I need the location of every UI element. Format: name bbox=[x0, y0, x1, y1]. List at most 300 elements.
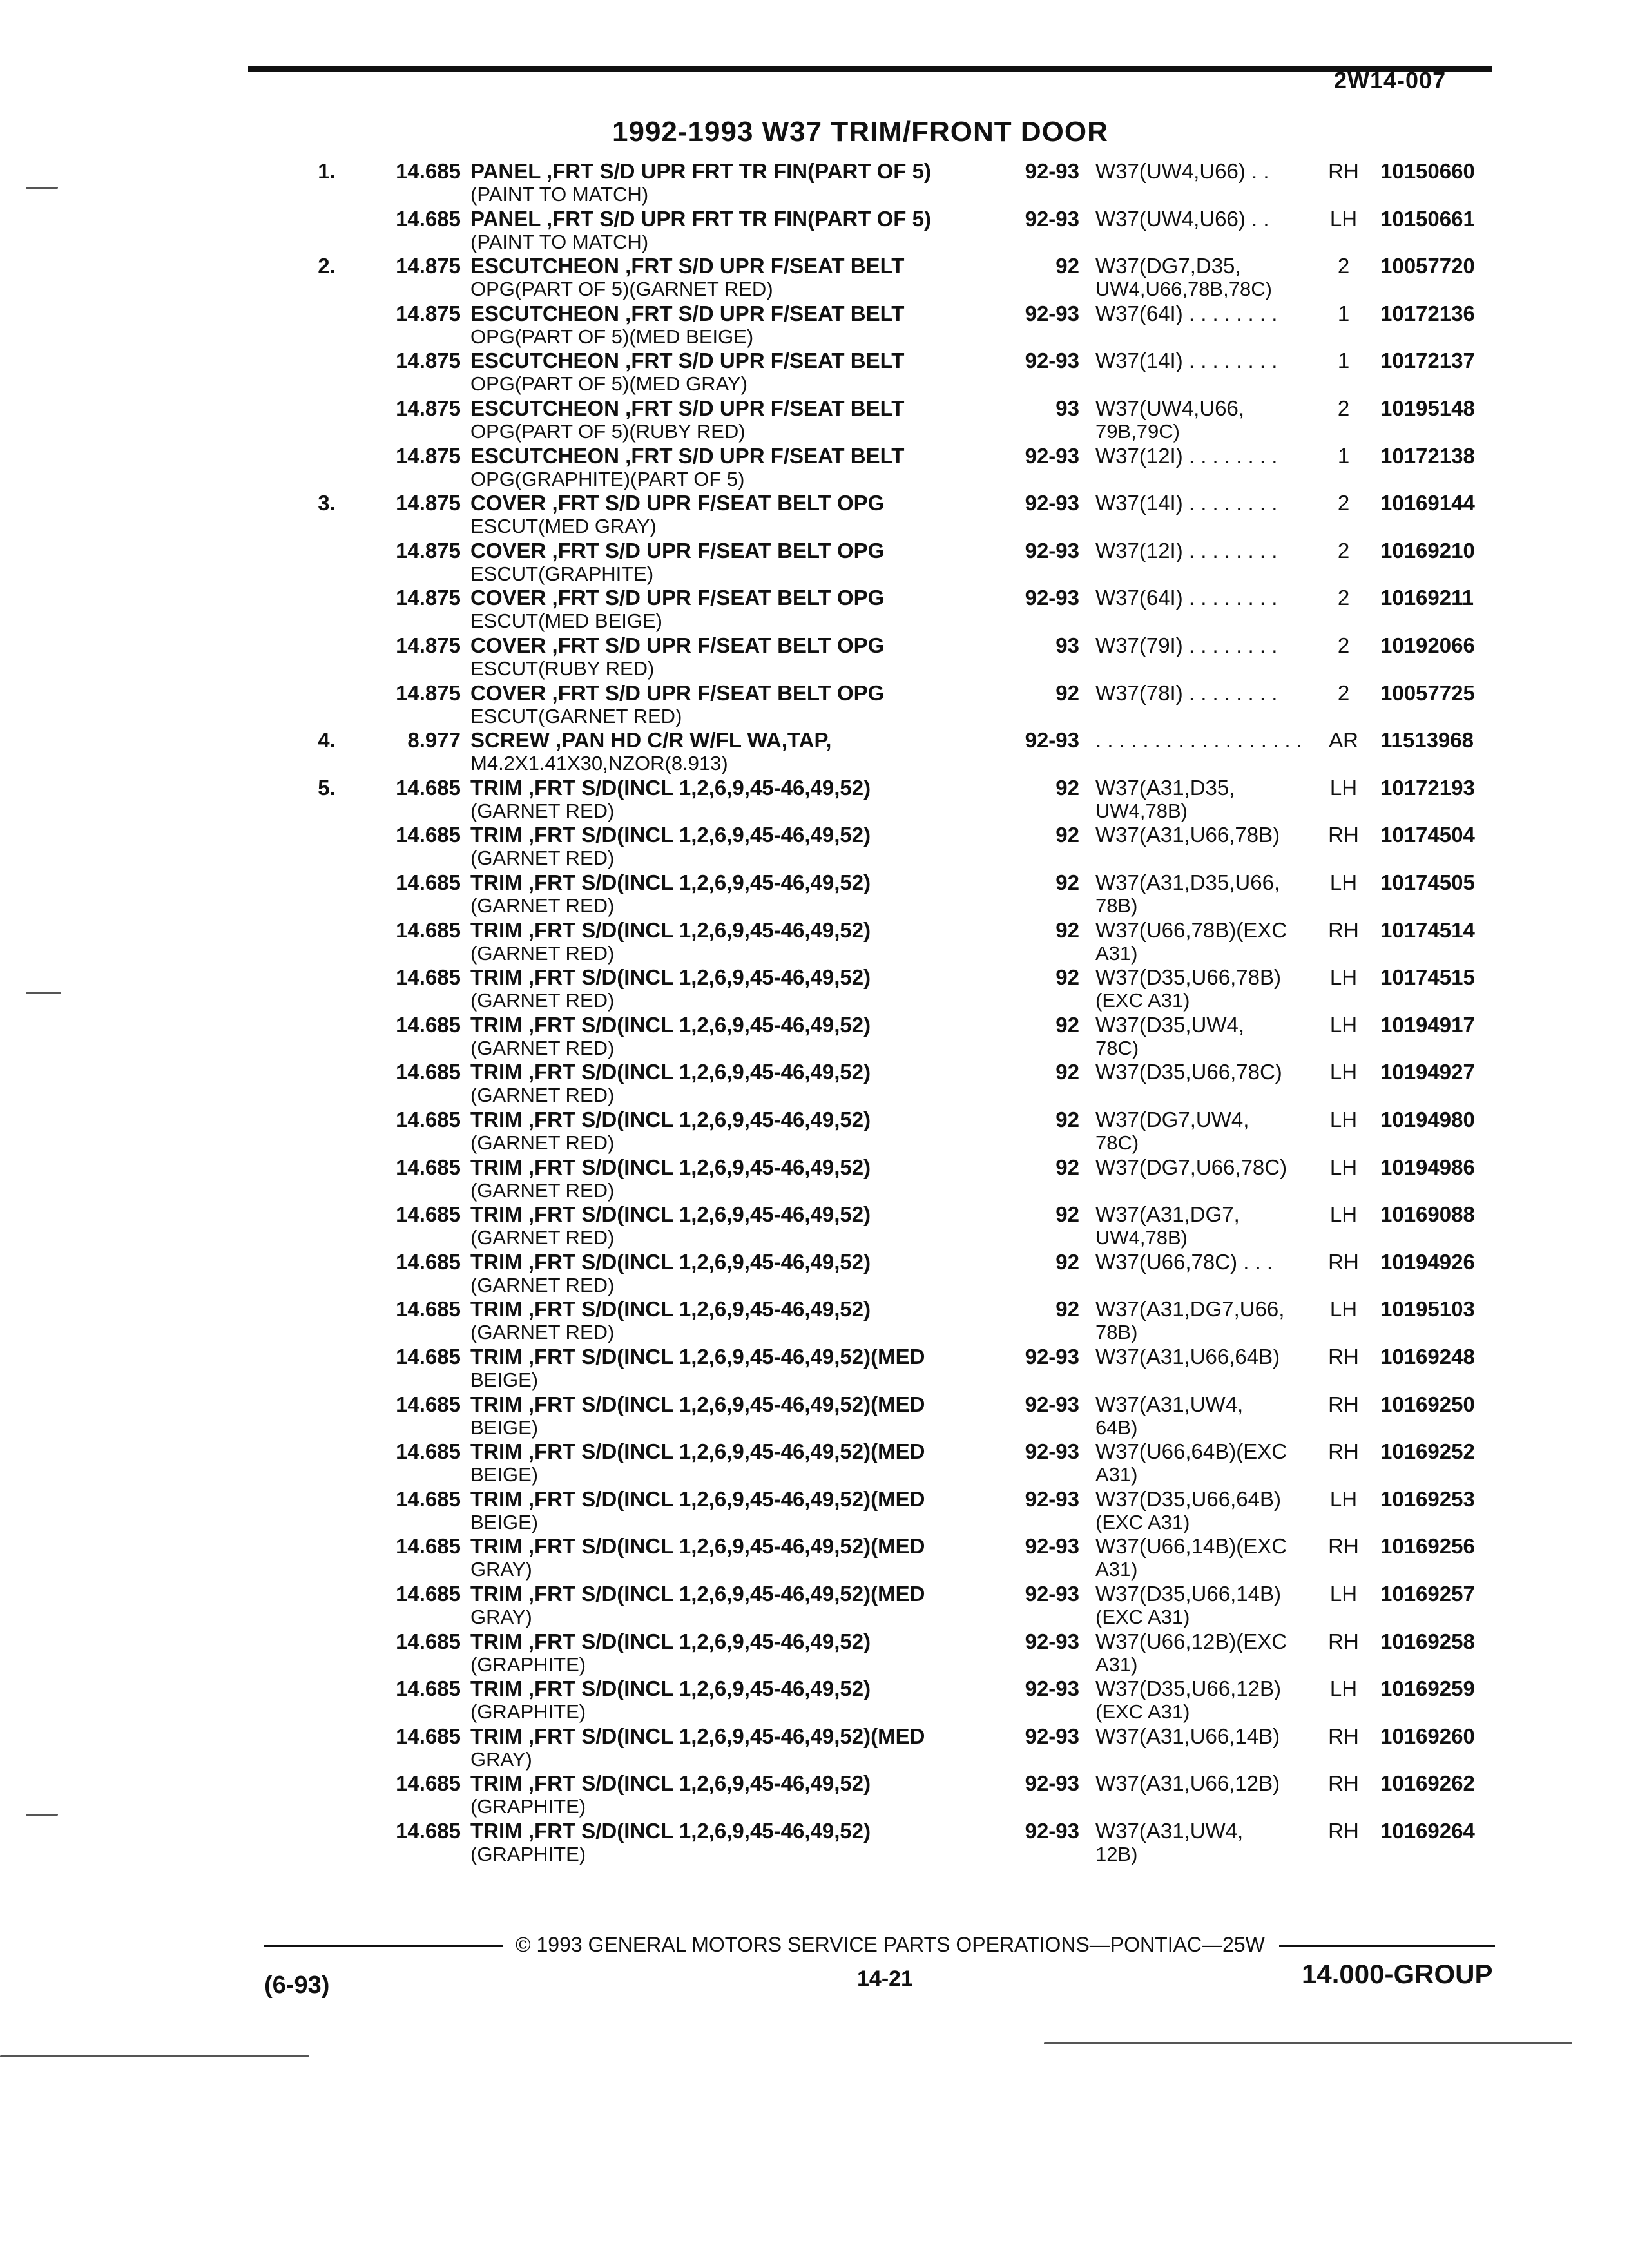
group-number: 14.875 bbox=[396, 633, 461, 657]
part-description-continued: BEIGE) bbox=[470, 1416, 539, 1439]
part-description-continued: GRAY) bbox=[470, 1748, 532, 1771]
part-description: TRIM ,FRT S/D(INCL 1,2,6,9,45-46,49,52)(MED bbox=[470, 1345, 925, 1369]
model-usage: W37(UW4,U66) . . bbox=[1095, 159, 1269, 183]
model-years: 92 bbox=[1055, 776, 1079, 800]
item-number: 3. bbox=[318, 491, 336, 515]
part-description-continued: (GARNET RED) bbox=[470, 1226, 615, 1249]
group-number: 8.977 bbox=[407, 728, 461, 752]
model-years: 92 bbox=[1055, 918, 1079, 942]
part-number: 10174515 bbox=[1380, 965, 1475, 989]
group-number: 14.875 bbox=[396, 302, 461, 325]
table-row bbox=[0, 207, 1629, 252]
table-row bbox=[0, 254, 1629, 299]
model-years: 92-93 bbox=[1025, 444, 1079, 468]
model-usage: W37(DG7,D35, bbox=[1095, 254, 1241, 278]
page-number: 14-21 bbox=[857, 1966, 913, 1991]
part-description-continued: ESCUT(GARNET RED) bbox=[470, 705, 682, 727]
model-years: 92 bbox=[1055, 1202, 1079, 1226]
model-usage: W37(DG7,UW4, bbox=[1095, 1108, 1249, 1131]
part-description: TRIM ,FRT S/D(INCL 1,2,6,9,45-46,49,52) bbox=[470, 1297, 871, 1321]
table-row bbox=[0, 586, 1629, 631]
scan-mark bbox=[26, 1814, 58, 1816]
part-description: TRIM ,FRT S/D(INCL 1,2,6,9,45-46,49,52) bbox=[470, 1108, 871, 1131]
model-usage: W37(D35,UW4, bbox=[1095, 1013, 1245, 1037]
part-description-continued: (GRAPHITE) bbox=[470, 1843, 586, 1865]
part-description-continued: (GRAPHITE) bbox=[470, 1653, 586, 1676]
quantity: RH bbox=[1328, 1345, 1359, 1369]
model-usage: W37(U66,14B)(EXC bbox=[1095, 1534, 1287, 1558]
part-number: 11513968 bbox=[1380, 728, 1474, 752]
group-number: 14.685 bbox=[396, 207, 461, 231]
part-description-continued: (GARNET RED) bbox=[470, 989, 615, 1012]
part-number: 10169248 bbox=[1380, 1345, 1475, 1369]
part-number: 10194926 bbox=[1380, 1250, 1475, 1274]
model-years: 92 bbox=[1055, 1297, 1079, 1321]
group-number: 14.875 bbox=[396, 491, 461, 515]
part-number: 10169250 bbox=[1380, 1392, 1475, 1416]
part-description-continued: (GRAPHITE) bbox=[470, 1795, 586, 1818]
part-description: TRIM ,FRT S/D(INCL 1,2,6,9,45-46,49,52)(MED bbox=[470, 1487, 925, 1511]
model-years: 92 bbox=[1055, 1108, 1079, 1131]
group-number: 14.685 bbox=[396, 1439, 461, 1463]
part-description: TRIM ,FRT S/D(INCL 1,2,6,9,45-46,49,52) bbox=[470, 776, 871, 800]
model-years: 92-93 bbox=[1025, 302, 1079, 325]
model-years: 92 bbox=[1055, 254, 1079, 278]
part-description-continued: (GARNET RED) bbox=[470, 1037, 615, 1059]
group-number: 14.685 bbox=[396, 1013, 461, 1037]
part-description-continued: (GARNET RED) bbox=[470, 847, 615, 869]
group-number: 14.875 bbox=[396, 349, 461, 372]
part-description: TRIM ,FRT S/D(INCL 1,2,6,9,45-46,49,52) bbox=[470, 918, 871, 942]
part-number: 10174505 bbox=[1380, 870, 1475, 894]
model-years: 92-93 bbox=[1025, 1819, 1079, 1843]
quantity: 2 bbox=[1337, 254, 1350, 278]
model-usage: W37(A31,U66,78B) bbox=[1095, 823, 1280, 847]
group-number: 14.685 bbox=[396, 1250, 461, 1274]
document-code: 2W14-007 bbox=[1334, 67, 1447, 93]
table-row bbox=[0, 1297, 1629, 1342]
group-number: 14.685 bbox=[396, 1297, 461, 1321]
part-description-continued: (GARNET RED) bbox=[470, 800, 615, 822]
model-usage: W37(78I) . . . . . . . . bbox=[1095, 681, 1278, 705]
part-description-continued: ESCUT(MED BEIGE) bbox=[470, 610, 662, 632]
part-number: 10169260 bbox=[1380, 1724, 1475, 1748]
part-number: 10194917 bbox=[1380, 1013, 1475, 1037]
model-usage: W37(D35,U66,78B) bbox=[1095, 965, 1281, 989]
part-description: ESCUTCHEON ,FRT S/D UPR F/SEAT BELT bbox=[470, 302, 905, 325]
part-number: 10194986 bbox=[1380, 1155, 1475, 1179]
group-number: 14.685 bbox=[396, 1677, 461, 1700]
part-description: COVER ,FRT S/D UPR F/SEAT BELT OPG bbox=[470, 586, 885, 610]
part-description: TRIM ,FRT S/D(INCL 1,2,6,9,45-46,49,52) bbox=[470, 870, 871, 894]
quantity: LH bbox=[1329, 870, 1358, 894]
part-description-continued: (PAINT TO MATCH) bbox=[470, 231, 649, 253]
part-description-continued: OPG(GRAPHITE)(PART OF 5) bbox=[470, 468, 745, 490]
group-number: 14.685 bbox=[396, 159, 461, 183]
part-number: 10172193 bbox=[1380, 776, 1475, 800]
model-years: 93 bbox=[1055, 396, 1079, 420]
quantity: 2 bbox=[1337, 681, 1350, 705]
quantity: LH bbox=[1329, 207, 1358, 231]
model-usage-continued: 64B) bbox=[1095, 1416, 1138, 1439]
table-row bbox=[0, 633, 1629, 678]
table-row bbox=[0, 1392, 1629, 1437]
part-number: 10169253 bbox=[1380, 1487, 1475, 1511]
group-number: 14.685 bbox=[396, 1534, 461, 1558]
group-number: 14.685 bbox=[396, 823, 461, 847]
model-usage: W37(U66,78B)(EXC bbox=[1095, 918, 1287, 942]
part-number: 10169210 bbox=[1380, 539, 1475, 562]
part-description-continued: OPG(PART OF 5)(RUBY RED) bbox=[470, 420, 746, 443]
part-number: 10150660 bbox=[1380, 159, 1475, 183]
model-usage-continued: A31) bbox=[1095, 1558, 1138, 1581]
group-code: 14.000-GROUP bbox=[1302, 1959, 1493, 1989]
model-usage: W37(A31,U66,12B) bbox=[1095, 1771, 1280, 1795]
scan-mark bbox=[26, 187, 58, 189]
table-row bbox=[0, 1534, 1629, 1579]
group-number: 14.685 bbox=[396, 1392, 461, 1416]
quantity: RH bbox=[1328, 918, 1359, 942]
part-description: ESCUTCHEON ,FRT S/D UPR F/SEAT BELT bbox=[470, 349, 905, 372]
quantity: LH bbox=[1329, 1582, 1358, 1606]
quantity: RH bbox=[1328, 159, 1359, 183]
item-number: 2. bbox=[318, 254, 336, 278]
part-description-continued: (GARNET RED) bbox=[470, 1084, 615, 1106]
model-usage: W37(U66,64B)(EXC bbox=[1095, 1439, 1287, 1463]
quantity: LH bbox=[1329, 1013, 1358, 1037]
model-usage: W37(DG7,U66,78C) bbox=[1095, 1155, 1287, 1179]
model-usage: W37(A31,UW4, bbox=[1095, 1392, 1244, 1416]
model-usage: W37(79I) . . . . . . . . bbox=[1095, 633, 1278, 657]
quantity: 2 bbox=[1337, 586, 1350, 610]
model-usage: W37(64I) . . . . . . . . bbox=[1095, 586, 1278, 610]
quantity: 2 bbox=[1337, 539, 1350, 562]
model-years: 93 bbox=[1055, 633, 1079, 657]
quantity: 2 bbox=[1337, 396, 1350, 420]
group-number: 14.685 bbox=[396, 1108, 461, 1131]
model-usage-continued: 12B) bbox=[1095, 1843, 1138, 1865]
part-description-continued: ESCUT(RUBY RED) bbox=[470, 657, 655, 680]
model-usage-continued: 78C) bbox=[1095, 1131, 1139, 1154]
part-number: 10169259 bbox=[1380, 1677, 1475, 1700]
group-number: 14.685 bbox=[396, 1060, 461, 1084]
table-row bbox=[0, 728, 1629, 773]
group-number: 14.685 bbox=[396, 1487, 461, 1511]
group-number: 14.875 bbox=[396, 681, 461, 705]
part-description: TRIM ,FRT S/D(INCL 1,2,6,9,45-46,49,52) bbox=[470, 1771, 871, 1795]
model-usage-continued: A31) bbox=[1095, 942, 1138, 965]
item-number: 4. bbox=[318, 728, 336, 752]
part-number: 10172137 bbox=[1380, 349, 1475, 372]
part-description: TRIM ,FRT S/D(INCL 1,2,6,9,45-46,49,52)(MED bbox=[470, 1392, 925, 1416]
part-description: TRIM ,FRT S/D(INCL 1,2,6,9,45-46,49,52) bbox=[470, 1250, 871, 1274]
part-description: TRIM ,FRT S/D(INCL 1,2,6,9,45-46,49,52)(MED bbox=[470, 1724, 925, 1748]
part-description-continued: (GRAPHITE) bbox=[470, 1700, 586, 1723]
table-row bbox=[0, 1724, 1629, 1769]
quantity: 1 bbox=[1337, 302, 1350, 325]
model-usage: W37(D35,U66,14B) bbox=[1095, 1582, 1281, 1606]
model-usage-continued: (EXC A31) bbox=[1095, 1511, 1190, 1533]
part-number: 10169088 bbox=[1380, 1202, 1475, 1226]
part-number: 10169211 bbox=[1380, 586, 1474, 610]
model-usage: W37(14I) . . . . . . . . bbox=[1095, 349, 1278, 372]
model-usage: W37(A31,DG7, bbox=[1095, 1202, 1240, 1226]
part-description-continued: (GARNET RED) bbox=[470, 894, 615, 917]
model-years: 92-93 bbox=[1025, 1724, 1079, 1748]
part-number: 10169256 bbox=[1380, 1534, 1475, 1558]
quantity: LH bbox=[1329, 1108, 1358, 1131]
table-row bbox=[0, 1108, 1629, 1153]
table-row bbox=[0, 1202, 1629, 1247]
part-number: 10169258 bbox=[1380, 1629, 1475, 1653]
part-description-continued: GRAY) bbox=[470, 1606, 532, 1628]
model-years: 92 bbox=[1055, 870, 1079, 894]
group-number: 14.685 bbox=[396, 1202, 461, 1226]
quantity: 2 bbox=[1337, 491, 1350, 515]
item-number: 5. bbox=[318, 776, 336, 800]
model-usage: W37(A31,U66,14B) bbox=[1095, 1724, 1280, 1748]
part-number: 10195103 bbox=[1380, 1297, 1475, 1321]
part-description-continued: (GARNET RED) bbox=[470, 1274, 615, 1296]
table-row bbox=[0, 1771, 1629, 1816]
model-usage-continued: (EXC A31) bbox=[1095, 1700, 1190, 1723]
model-years: 92-93 bbox=[1025, 586, 1079, 610]
model-usage: W37(U66,12B)(EXC bbox=[1095, 1629, 1287, 1653]
scan-mark bbox=[1044, 2042, 1572, 2044]
model-years: 92-93 bbox=[1025, 1392, 1079, 1416]
part-description: TRIM ,FRT S/D(INCL 1,2,6,9,45-46,49,52) bbox=[470, 1629, 871, 1653]
table-row bbox=[0, 491, 1629, 536]
part-description-continued: OPG(PART OF 5)(MED GRAY) bbox=[470, 372, 748, 395]
part-description-continued: ESCUT(GRAPHITE) bbox=[470, 562, 654, 585]
group-number: 14.875 bbox=[396, 586, 461, 610]
part-description: PANEL ,FRT S/D UPR FRT TR FIN(PART OF 5) bbox=[470, 159, 931, 183]
group-number: 14.685 bbox=[396, 776, 461, 800]
group-number: 14.875 bbox=[396, 539, 461, 562]
table-row bbox=[0, 823, 1629, 868]
part-description-continued: BEIGE) bbox=[470, 1511, 539, 1533]
revision-date: (6-93) bbox=[264, 1972, 330, 1999]
table-row bbox=[0, 1439, 1629, 1485]
model-usage-continued: (EXC A31) bbox=[1095, 989, 1190, 1012]
table-row bbox=[0, 302, 1629, 347]
model-usage: W37(A31,DG7,U66, bbox=[1095, 1297, 1285, 1321]
model-usage: W37(U66,78C) . . . bbox=[1095, 1250, 1273, 1274]
table-row bbox=[0, 1345, 1629, 1390]
model-usage: W37(A31,D35, bbox=[1095, 776, 1235, 800]
model-years: 92-93 bbox=[1025, 1345, 1079, 1369]
model-usage-continued: UW4,78B) bbox=[1095, 1226, 1188, 1249]
group-number: 14.685 bbox=[396, 1771, 461, 1795]
footer-rule-left bbox=[264, 1945, 503, 1947]
quantity: RH bbox=[1328, 1392, 1359, 1416]
quantity: 1 bbox=[1337, 444, 1350, 468]
part-number: 10174514 bbox=[1380, 918, 1475, 942]
part-description: TRIM ,FRT S/D(INCL 1,2,6,9,45-46,49,52) bbox=[470, 1060, 871, 1084]
part-number: 10194980 bbox=[1380, 1108, 1475, 1131]
part-description: COVER ,FRT S/D UPR F/SEAT BELT OPG bbox=[470, 681, 885, 705]
part-description: TRIM ,FRT S/D(INCL 1,2,6,9,45-46,49,52) bbox=[470, 1155, 871, 1179]
model-years: 92-93 bbox=[1025, 159, 1079, 183]
part-description-continued: OPG(PART OF 5)(GARNET RED) bbox=[470, 278, 773, 300]
part-description: PANEL ,FRT S/D UPR FRT TR FIN(PART OF 5) bbox=[470, 207, 931, 231]
model-years: 92-93 bbox=[1025, 539, 1079, 562]
table-row bbox=[0, 918, 1629, 963]
part-description-continued: OPG(PART OF 5)(MED BEIGE) bbox=[470, 325, 754, 348]
model-years: 92-93 bbox=[1025, 1771, 1079, 1795]
quantity: 1 bbox=[1337, 349, 1350, 372]
part-description: TRIM ,FRT S/D(INCL 1,2,6,9,45-46,49,52) bbox=[470, 1819, 871, 1843]
part-description-continued: (GARNET RED) bbox=[470, 1179, 615, 1202]
model-usage: W37(UW4,U66, bbox=[1095, 396, 1245, 420]
part-description: COVER ,FRT S/D UPR F/SEAT BELT OPG bbox=[470, 633, 885, 657]
quantity: LH bbox=[1329, 1155, 1358, 1179]
part-number: 10192066 bbox=[1380, 633, 1475, 657]
part-number: 10057720 bbox=[1380, 254, 1475, 278]
group-number: 14.875 bbox=[396, 396, 461, 420]
model-usage: . . . . . . . . . . . . . . . . . . bbox=[1095, 728, 1302, 752]
table-row bbox=[0, 1060, 1629, 1105]
part-number: 10169252 bbox=[1380, 1439, 1475, 1463]
model-usage: W37(D35,U66,64B) bbox=[1095, 1487, 1281, 1511]
group-number: 14.875 bbox=[396, 444, 461, 468]
model-years: 92-93 bbox=[1025, 1582, 1079, 1606]
model-usage-continued: (EXC A31) bbox=[1095, 1606, 1190, 1628]
quantity: RH bbox=[1328, 1534, 1359, 1558]
table-row bbox=[0, 1677, 1629, 1722]
part-number: 10169264 bbox=[1380, 1819, 1475, 1843]
part-number: 10172136 bbox=[1380, 302, 1475, 325]
model-years: 92 bbox=[1055, 965, 1079, 989]
table-row bbox=[0, 444, 1629, 489]
model-years: 92 bbox=[1055, 681, 1079, 705]
quantity: RH bbox=[1328, 1439, 1359, 1463]
scan-mark bbox=[0, 2055, 309, 2057]
part-description: TRIM ,FRT S/D(INCL 1,2,6,9,45-46,49,52) bbox=[470, 823, 871, 847]
quantity: RH bbox=[1328, 1724, 1359, 1748]
part-number: 10174504 bbox=[1380, 823, 1475, 847]
quantity: LH bbox=[1329, 776, 1358, 800]
table-row bbox=[0, 1155, 1629, 1200]
model-years: 92 bbox=[1055, 1013, 1079, 1037]
group-number: 14.685 bbox=[396, 1345, 461, 1369]
copyright-line: © 1993 GENERAL MOTORS SERVICE PARTS OPERATIONS—PONTIAC—25W bbox=[516, 1933, 1265, 1956]
part-description: TRIM ,FRT S/D(INCL 1,2,6,9,45-46,49,52)(MED bbox=[470, 1534, 925, 1558]
model-usage-continued: 78B) bbox=[1095, 894, 1138, 917]
part-description: TRIM ,FRT S/D(INCL 1,2,6,9,45-46,49,52)(MED bbox=[470, 1439, 925, 1463]
model-years: 92-93 bbox=[1025, 207, 1079, 231]
quantity: LH bbox=[1329, 1060, 1358, 1084]
model-years: 92-93 bbox=[1025, 1439, 1079, 1463]
table-row bbox=[0, 776, 1629, 821]
footer-rule-right bbox=[1279, 1945, 1495, 1947]
model-usage: W37(14I) . . . . . . . . bbox=[1095, 491, 1278, 515]
item-number: 1. bbox=[318, 159, 336, 183]
table-row bbox=[0, 396, 1629, 441]
group-number: 14.685 bbox=[396, 918, 461, 942]
model-usage-continued: 79B,79C) bbox=[1095, 420, 1180, 443]
group-number: 14.685 bbox=[396, 965, 461, 989]
quantity: RH bbox=[1328, 1629, 1359, 1653]
quantity: LH bbox=[1329, 1202, 1358, 1226]
part-description-continued: (GARNET RED) bbox=[470, 1321, 615, 1343]
part-description: ESCUTCHEON ,FRT S/D UPR F/SEAT BELT bbox=[470, 444, 905, 468]
quantity: LH bbox=[1329, 1487, 1358, 1511]
model-usage-continued: 78C) bbox=[1095, 1037, 1139, 1059]
group-number: 14.685 bbox=[396, 1724, 461, 1748]
model-years: 92 bbox=[1055, 1155, 1079, 1179]
part-number: 10194927 bbox=[1380, 1060, 1475, 1084]
part-number: 10150661 bbox=[1380, 207, 1475, 231]
part-number: 10057725 bbox=[1380, 681, 1475, 705]
model-usage-continued: UW4,U66,78B,78C) bbox=[1095, 278, 1272, 300]
part-description: COVER ,FRT S/D UPR F/SEAT BELT OPG bbox=[470, 491, 885, 515]
part-description: TRIM ,FRT S/D(INCL 1,2,6,9,45-46,49,52) bbox=[470, 1202, 871, 1226]
model-years: 92 bbox=[1055, 1250, 1079, 1274]
model-years: 92-93 bbox=[1025, 491, 1079, 515]
model-usage: W37(64I) . . . . . . . . bbox=[1095, 302, 1278, 325]
part-description: ESCUTCHEON ,FRT S/D UPR F/SEAT BELT bbox=[470, 396, 905, 420]
scan-mark bbox=[26, 992, 61, 994]
quantity: 2 bbox=[1337, 633, 1350, 657]
part-description: TRIM ,FRT S/D(INCL 1,2,6,9,45-46,49,52) bbox=[470, 1013, 871, 1037]
part-description-continued: (PAINT TO MATCH) bbox=[470, 183, 649, 206]
table-row bbox=[0, 1013, 1629, 1058]
part-description-continued: M4.2X1.41X30,NZOR(8.913) bbox=[470, 752, 728, 774]
part-description-continued: (GARNET RED) bbox=[470, 1131, 615, 1154]
table-row bbox=[0, 1819, 1629, 1864]
group-number: 14.685 bbox=[396, 870, 461, 894]
group-number: 14.685 bbox=[396, 1629, 461, 1653]
model-usage-continued: A31) bbox=[1095, 1653, 1138, 1676]
model-years: 92-93 bbox=[1025, 1629, 1079, 1653]
table-row bbox=[0, 681, 1629, 726]
quantity: AR bbox=[1329, 728, 1358, 752]
part-description-continued: BEIGE) bbox=[470, 1463, 539, 1486]
part-description-continued: GRAY) bbox=[470, 1558, 532, 1581]
model-usage: W37(UW4,U66) . . bbox=[1095, 207, 1269, 231]
quantity: RH bbox=[1328, 1819, 1359, 1843]
table-row bbox=[0, 159, 1629, 204]
model-years: 92 bbox=[1055, 823, 1079, 847]
model-usage: W37(D35,U66,12B) bbox=[1095, 1677, 1281, 1700]
model-usage: W37(A31,U66,64B) bbox=[1095, 1345, 1280, 1369]
model-usage: W37(A31,D35,U66, bbox=[1095, 870, 1280, 894]
part-description: ESCUTCHEON ,FRT S/D UPR F/SEAT BELT bbox=[470, 254, 905, 278]
quantity: LH bbox=[1329, 1677, 1358, 1700]
part-description: TRIM ,FRT S/D(INCL 1,2,6,9,45-46,49,52)(MED bbox=[470, 1582, 925, 1606]
part-number: 10172138 bbox=[1380, 444, 1475, 468]
table-row bbox=[0, 1582, 1629, 1627]
model-usage: W37(A31,UW4, bbox=[1095, 1819, 1244, 1843]
table-row bbox=[0, 870, 1629, 916]
model-usage: W37(12I) . . . . . . . . bbox=[1095, 444, 1278, 468]
model-usage-continued: UW4,78B) bbox=[1095, 800, 1188, 822]
table-row bbox=[0, 1487, 1629, 1532]
model-years: 92-93 bbox=[1025, 349, 1079, 372]
part-number: 10169257 bbox=[1380, 1582, 1475, 1606]
quantity: LH bbox=[1329, 965, 1358, 989]
model-usage-continued: A31) bbox=[1095, 1463, 1138, 1486]
model-usage: W37(D35,U66,78C) bbox=[1095, 1060, 1282, 1084]
quantity: RH bbox=[1328, 1771, 1359, 1795]
model-usage-continued: 78B) bbox=[1095, 1321, 1138, 1343]
part-description: COVER ,FRT S/D UPR F/SEAT BELT OPG bbox=[470, 539, 885, 562]
part-description-continued: (GARNET RED) bbox=[470, 942, 615, 965]
model-years: 92-93 bbox=[1025, 1534, 1079, 1558]
model-years: 92 bbox=[1055, 1060, 1079, 1084]
part-number: 10169262 bbox=[1380, 1771, 1475, 1795]
